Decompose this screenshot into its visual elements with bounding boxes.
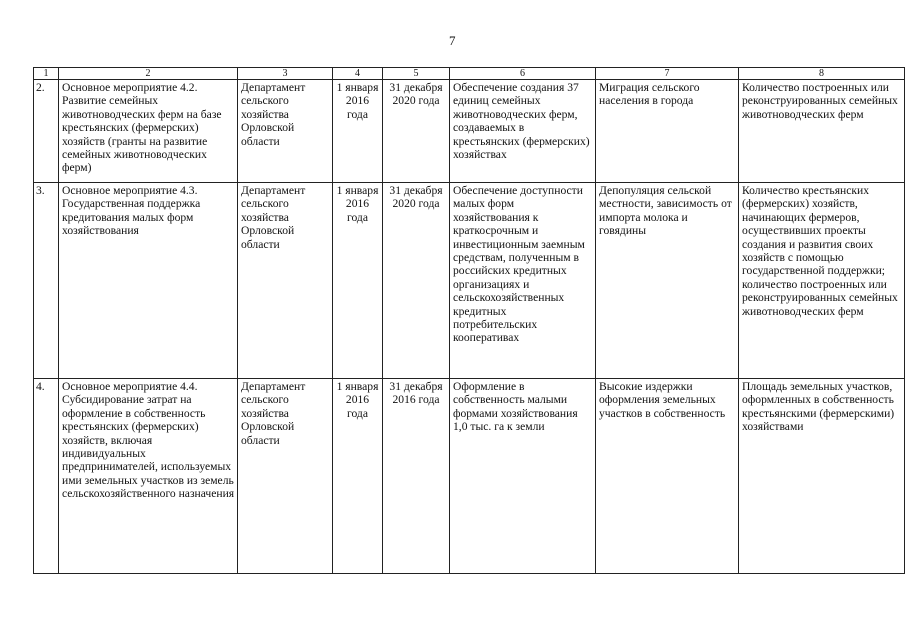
target-indicator: Площадь земельных участков, оформленных в собственность крестьянскими (фермерскими) хозяйствами — [739, 379, 905, 574]
end-date: 31 декабря 2016 года — [383, 379, 450, 574]
measure-name: Основное мероприятие 4.2. Развитие семейных животноводческих ферм на базе крестьянских (фермерских) хозяйств (гранты на развитие семейных животноводческих ферм) — [59, 80, 238, 183]
row-number: 4. — [34, 379, 59, 574]
column-number: 5 — [383, 68, 450, 80]
measure-name: Основное мероприятие 4.3. Государственная поддержка кредитования малых форм хозяйствования — [59, 183, 238, 379]
row-number: 3. — [34, 183, 59, 379]
non-implementation-consequences: Высокие издержки оформления земельных участков в собственность — [596, 379, 739, 574]
expected-result: Обеспечение доступности малых форм хозяйствования к краткосрочным и инвестиционным заемным средствам, полученным в российских кредитных организациях и сельскохозяйственных кредитных потребительских кооперативах — [450, 183, 596, 379]
end-date: 31 декабря 2020 года — [383, 80, 450, 183]
non-implementation-consequences: Миграция сельского населения в города — [596, 80, 739, 183]
column-number: 2 — [59, 68, 238, 80]
table-row — [34, 183, 905, 379]
target-indicator: Количество построенных или реконструированных семейных животноводческих ферм — [739, 80, 905, 183]
column-number: 6 — [450, 68, 596, 80]
column-number-row — [34, 68, 905, 80]
column-number: 1 — [34, 68, 59, 80]
start-date: 1 января 2016 года — [333, 80, 383, 183]
column-number: 8 — [739, 68, 905, 80]
column-number: 4 — [333, 68, 383, 80]
non-implementation-consequences: Депопуляция сельской местности, зависимость от импорта молока и говядины — [596, 183, 739, 379]
end-date: 31 декабря 2020 года — [383, 183, 450, 379]
start-date: 1 января 2016 года — [333, 183, 383, 379]
expected-result: Обеспечение создания 37 единиц семейных животноводческих ферм, создаваемых в крестьянских (фермерских) хозяйствах — [450, 80, 596, 183]
table-row — [34, 379, 905, 574]
page-number: 7 — [449, 33, 456, 48]
program-measures-table — [33, 67, 905, 574]
target-indicator: Количество крестьянских (фермерских) хозяйств, начинающих фермеров, осуществивших проекты создания и развития своих хозяйств с помощью государственной поддержки; количество построенных или реконструированных семейных животноводческих ферм — [739, 183, 905, 379]
executor: Департамент сельского хозяйства Орловской области — [238, 379, 333, 574]
expected-result: Оформление в собственность малыми формами хозяйствования 1,0 тыс. га к земли — [450, 379, 596, 574]
measure-name: Основное мероприятие 4.4. Субсидирование затрат на оформление в собственность крестьянских (фермерских) хозяйств, включая индивидуальных предпринимателей, используемых ими земельных участков из земель сельскохозяйственного назначения — [59, 379, 238, 574]
executor: Департамент сельского хозяйства Орловской области — [238, 80, 333, 183]
column-number: 7 — [596, 68, 739, 80]
row-number: 2. — [34, 80, 59, 183]
column-number: 3 — [238, 68, 333, 80]
table-row — [34, 80, 905, 183]
start-date: 1 января 2016 года — [333, 379, 383, 574]
executor: Департамент сельского хозяйства Орловской области — [238, 183, 333, 379]
